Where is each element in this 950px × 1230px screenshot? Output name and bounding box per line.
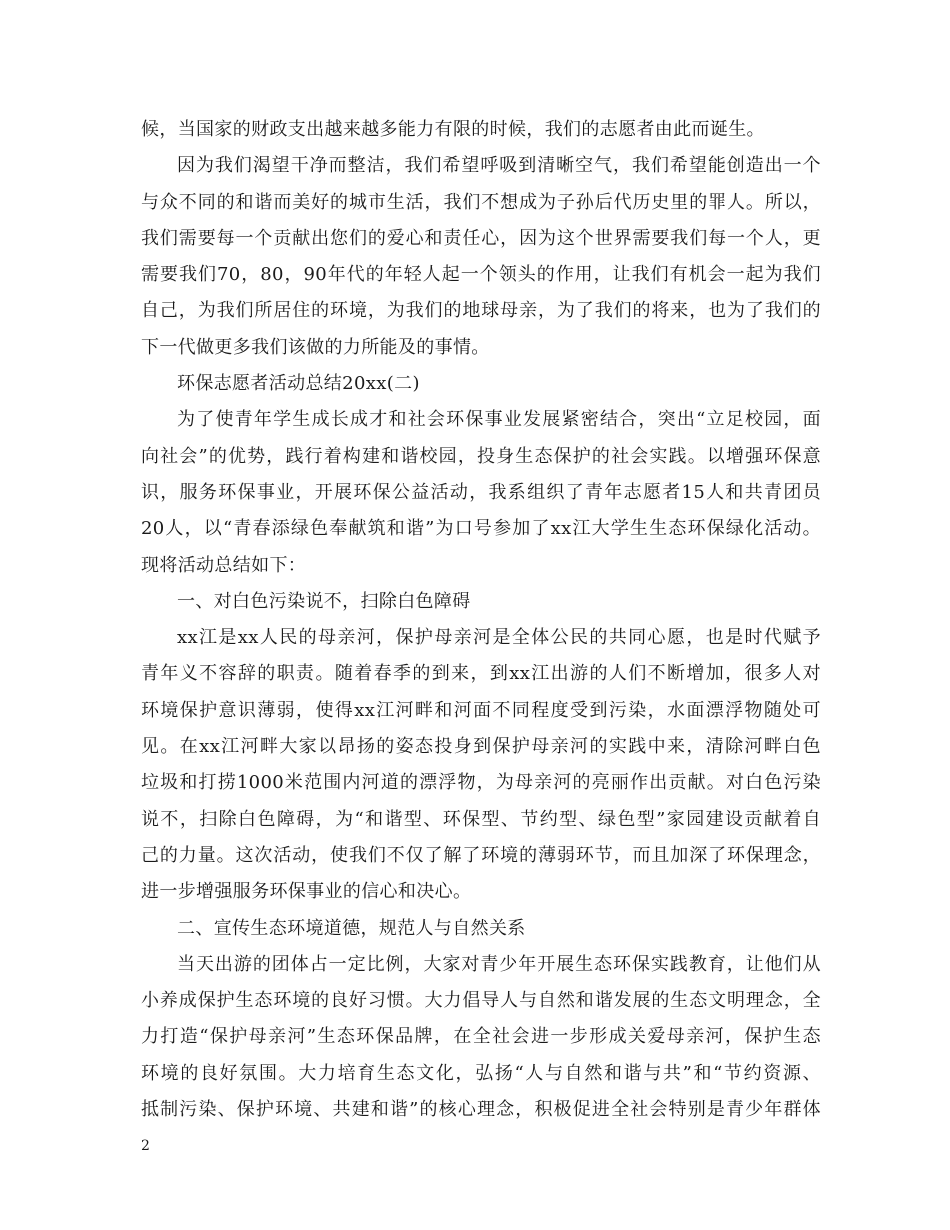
text-line: 进一步增强服务环保事业的信心和决心。: [141, 881, 472, 903]
text-line: 需要我们70，80，90年代的年轻人起一个领头的作用，让我们有机会一起为我们: [141, 264, 821, 286]
text-line: 环保志愿者活动总结20xx(二): [177, 373, 420, 395]
text-line: 下一代做更多我们该做的力所能及的事情。: [141, 336, 490, 358]
text-line: 说不，扫除白色障碍，为“和谐型、环保型、节约型、绿色型”家园建设贡献着自: [141, 808, 821, 830]
text-line: 候，当国家的财政支出越来越多能力有限的时候，我们的志愿者由此而诞生。: [141, 119, 765, 140]
page-number: 2: [141, 1138, 150, 1154]
text-line: 小养成保护生态环境的良好习惯。大力倡导人与自然和谐发展的生态文明理念，全: [141, 990, 821, 1012]
text-line: 环境的良好氛围。大力培育生态文化，弘扬“人与自然和谐与共”和“节约资源、: [141, 1062, 821, 1084]
text-line: 自己，为我们所居住的环境，为我们的地球母亲，为了我们的将来，也为了我们的: [141, 300, 821, 322]
text-line: 当天出游的团体占一定比例，大家对青少年开展生态环保实践教育，让他们从: [177, 953, 821, 975]
text-line: 环境保护意识薄弱，使得xx江河畔和河面不同程度受到污染，水面漂浮物随处可: [141, 699, 821, 721]
text-line: 青年义不容辞的职责。随着春季的到来，到xx江出游的人们不断增加，很多人对: [141, 663, 821, 685]
text-line: 二、宣传生态环境道德，规范人与自然关系: [177, 917, 526, 939]
text-line: 现将活动总结如下：: [141, 554, 307, 576]
text-line: 垃圾和打捞1000米范围内河道的漂浮物，为母亲河的亮丽作出贡献。对白色污染: [141, 772, 821, 794]
text-line: 与众不同的和谐而美好的城市生活，我们不想成为子孙后代历史里的罪人。所以，: [141, 191, 821, 213]
text-line: 力打造“保护母亲河”生态环保品牌，在全社会进一步形成关爱母亲河，保护生态: [141, 1026, 821, 1048]
text-line: 抵制污染、保护环境、共建和谐”的核心理念，积极促进全社会特别是青少年群体: [141, 1099, 821, 1121]
text-line: xx江是xx人民的母亲河，保护母亲河是全体公民的共同心愿，也是时代赋予: [177, 627, 821, 649]
text-line: 20人，以“青春添绿色奉献筑和谐”为口号参加了xx江大学生生态环保绿化活动。: [141, 518, 821, 540]
text-line: 我们需要每一个贡献出您们的爱心和责任心，因为这个世界需要我们每一个人，更: [141, 227, 821, 249]
text-line: 己的力量。这次活动，使我们不仅了解了环境的薄弱环节，而且加深了环保理念，: [141, 844, 821, 866]
text-line: 识，服务环保事业，开展环保公益活动，我系组织了青年志愿者15人和共青团员: [141, 481, 821, 503]
text-line: 向社会”的优势，践行着构建和谐校园，投身生态保护的社会实践。以增强环保意: [141, 445, 821, 467]
text-line: 一、对白色污染说不，扫除白色障碍: [177, 590, 471, 612]
text-line: 见。在xx江河畔大家以昂扬的姿态投身到保护母亲河的实践中来，清除河畔白色: [141, 736, 821, 758]
text-line: 因为我们渴望干净而整洁，我们希望呼吸到清晰空气，我们希望能创造出一个: [177, 155, 821, 177]
text-line: 为了使青年学生成长成才和社会环保事业发展紧密结合，突出“立足校园，面: [177, 409, 821, 431]
document-body: [141, 112, 821, 1128]
